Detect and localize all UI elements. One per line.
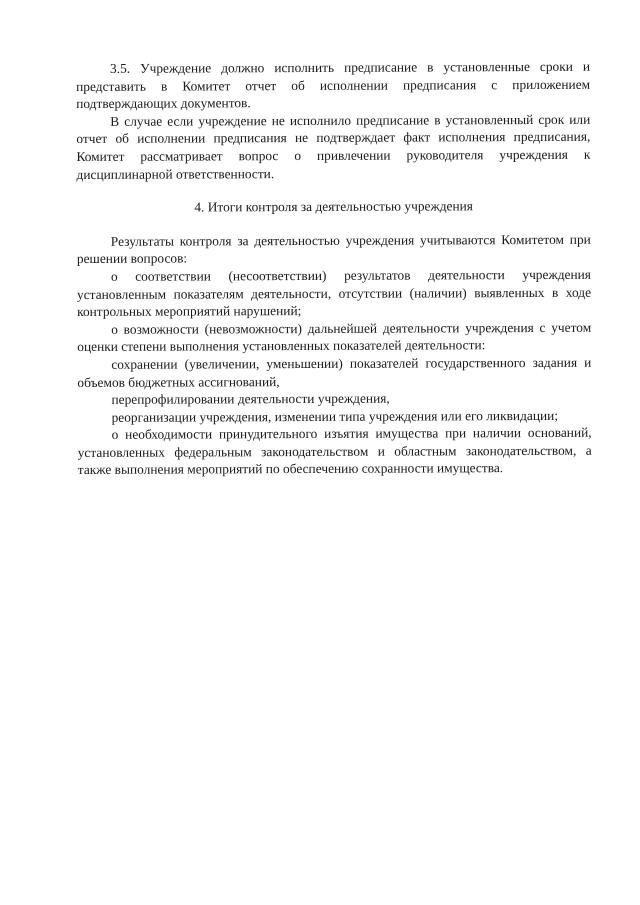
list-item-property-seizure: о необходимости принудительного изъятия имущества при наличии оснований, установленных федеральным законодательством и областным законодательством, а также выполнения мероприятий по обеспечению сохранности имущества. bbox=[77, 425, 592, 478]
list-item-reprofiling: перепрофилировании деятельности учреждения, bbox=[111, 390, 390, 407]
clause-3-5: 3.5. Учреждение должно исполнить предписание в установленные сроки и представить в Комитет отчет об исполнении предписания с приложением подтверждающих документов. bbox=[76, 58, 591, 112]
section-4-intro: Результаты контроля за деятельностью учреждения учитываются Комитетом при решении вопросов: bbox=[76, 231, 591, 267]
section-4-heading: 4. Итоги контроля за деятельностью учреждения bbox=[194, 198, 473, 215]
list-item-assignment-retention: сохранении (увеличении, уменьшении) показателей государственного задания и объемов бюджетных ассигнований, bbox=[77, 354, 592, 390]
list-item-continuation: о возможности (невозможности) дальнейшей деятельности учреждения с учетом оценки степени выполнения установленных показателей деятельности: bbox=[77, 319, 592, 355]
document-page bbox=[76, 58, 592, 479]
failure-paragraph: В случае если учреждение не исполнило предписание в установленный срок или отчет об исполнении предписания не подтверждает факт исполнения предписания, Комитет рассматривает вопрос о привлечении руководителя учреждения к дисциплинарной ответственности. bbox=[76, 111, 591, 182]
list-item-compliance: о соответствии (несоответствии) результатов деятельности учреждения установленным показателям деятельности, отсутствии (наличии) выявленных в ходе контрольных мероприятий нарушений; bbox=[76, 266, 592, 320]
list-item-reorganization: реорганизации учреждения, изменении типа учреждения или его ликвидации; bbox=[111, 407, 559, 425]
